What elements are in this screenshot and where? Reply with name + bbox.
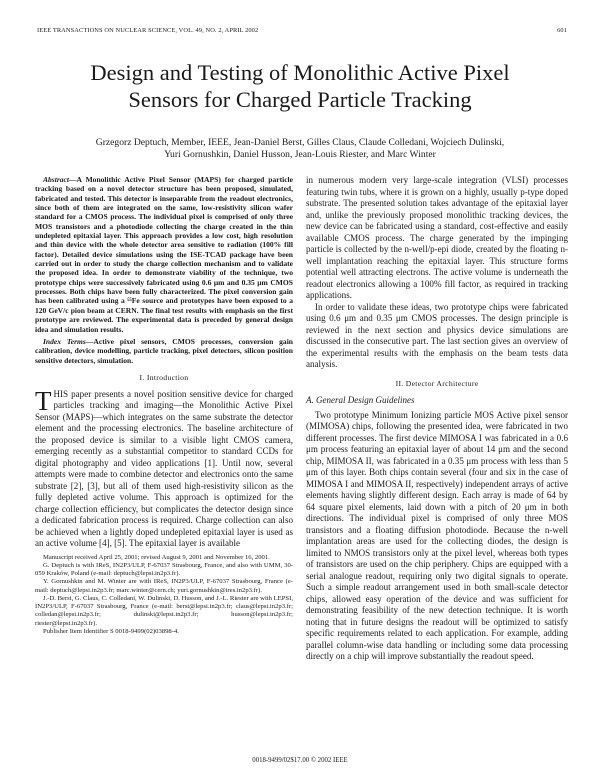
footnote-deptuch: G. Deptuch is with IReS, IN2P3/ULP, F-67037 Strasbourg, France, and also with UMM, 30-059 Kraków, Poland (e-mail: deptuch@lepsi.in2p3.fr). [35,562,293,578]
right-column [306,175,568,663]
footnote-berst: J.-D. Berst, G. Claus, C. Colledani, W. Dulinski, D. Husson, and J.-L. Riester are with LEPSI, IN2P3/ULP, F-67037 Strasbourg, France (e-mail: berst@lepsi.in2p3.fr; claus@lepsi.in2p3.fr; colledan@lepsi.in2p3.fr; dulinski@lepsi.in2p3.fr; husson@lepsi.in2p3.fr; riester@lepsi.in2p3.fr). [35,594,293,627]
section-heading-introduction: I. Introduction [139,372,189,382]
title-line-2: Sensors for Charged Particle Tracking [128,87,472,112]
footnotes [35,554,293,636]
left-column [35,175,293,636]
page-number: 601 [557,27,567,34]
introduction-text: HIS paper presents a novel position sensitive device for charged particles tracking and imaging—the Monolithic Active Pixel Sensor (MAPS)—which integrates on the same substrate the detector element and the processing electronics. The baseline architecture of the proposed device is similar to a visible light CMOS camera, emerging recently as a substantial competitor to standard CCDs for digital photography and video applications [1]. Until now, several attempts were made to combine detector and electronics onto the same substrate [2], [3], but all of them used high-resistivity silicon as the fully depleted active volume. This approach is optimized for the charge collection efficiency, but complicates the detector design since a dedicated fabrication process is required. Charge collection can also be achieved when a lightly doped undepleted epitaxial layer is used as an active volume [4], [5]. The epitaxial layer is available [35,388,293,549]
intro-continuation-paragraph: in numerous modern very large-scale integration (VLSI) processes featuring twin tubs, where it is grown on a highly, usually p-type doped substrate. The presented solution takes advantage of the epitaxial layer and, unlike the previously proposed monolithic tracking devices, the new device can be fabricated using a standard, cost-effective and easily available CMOS process. The charge generated by the impinging particle is collected by the n-well/p-epi diode, created by the floating n-well implantation reaching the epitaxial layer. This structure forms potential well attracting electrons. The active volume is underneath the readout electronics allowing a 100% fill factor, as required in tracking applications. [306,175,568,300]
subsection-heading-design-guidelines: A. General Design Guidelines [306,394,415,405]
title-line-1: Design and Testing of Monolithic Active Pixel [90,60,510,85]
footnote-gornushkin: Y. Gornushkin and M. Winter are with IReS, IN2P3/ULP, F-67037 Strasbourg, France (e-mail: deptuch@lepsi.in2p3.fr; marc.winter@cern.ch; yuri.gornushkin@ires.in2p3.fr). [35,578,293,594]
drop-cap: T [35,385,52,416]
intro-validation-paragraph: In order to validate these ideas, two prototype chips were fabricated using 0.6 μm and 0.35 μm CMOS processes. The design principle is reviewed in the next section and physics device simulations are discussed in the consecutive part. The last section gives an overview of the experimental results with the emphasis on the beam tests data analysis. [306,301,568,369]
index-terms-text: Active pixel sensors, CMOS processes, conversion gain calibration, device modelling, particle tracking, pixel detectors, silicon position sensitive detectors, simulation. [35,336,293,365]
section-heading-detector-architecture: II. Detector Architecture [395,378,479,388]
abstract-label: Abstract— [43,175,77,184]
index-terms-label: Index Terms— [43,336,94,346]
abstract-text: A Monolithic Active Pixel Sensor (MAPS) for charged particle tracking based on a novel detector structure has been proposed, simulated, fabricated and tested. This detector is inseparable from the readout electronics, since both of them are integrated on the same, low-resistivity silicon wafer standard for a CMOS process. The individual pixel is comprised of only three MOS transistors and a photodiode collecting the charge created in the thin undepleted epitaxial layer. This approach provides a low cost, high resolution and thin device with the whole detector area sensitive to radiation (100% fill factor). Detailed device simulations using the ISE-TCAD package have been carried out in order to study the charge collection mechanism and to validate the proposed idea. In order to demonstrate viability of the technique, two prototype chips were successively fabricated using 0.6 μm and 0.35 μm CMOS processes. Both chips have been fully characterized. The pixel conversion gain has been calibrated using a ⁵⁵Fe source and prototypes have been exposed to a 120 GeV/c pion beam at CERN. The final test results with emphasis on the first prototype are reviewed. The experimental data is preceded by general design idea and simulation results. [35,175,293,334]
copyright-footer: 0018-9499/02$17.00 © 2002 IEEE [252,757,348,764]
authors-line-2: Yuri Gornushkin, Daniel Husson, Jean-Louis Riester, and Marc Winter [164,149,436,161]
design-guidelines-paragraph: Two prototype Minimum Ionizing particle MOS Active pixel sensor (MIMOSA) chips, following the presented idea, were fabricated in two different processes. The first device MIMOSA I was fabricated in a 0.6 μm process featuring an epitaxial layer of about 14 μm and the second chip, MIMOSA II, was fabricated in a 0.35 μm process with less than 5 μm of this layer. Both chips contain several (four and six in the case of MIMOSA I and MIMOSA II, respectively) independent arrays of active elements having slightly different design. Each array is made of 64 by 64 square pixel elements, laid down with a pitch of 20 μm in both directions. The individual pixel is comprised of only three MOS transistors and a floating diffusion photodiode. Because the n-well implantation areas are used for the collecting diodes, the design is limited to NMOS transistors only at the pixel level, whereas both types of transistors are used on the chip periphery. Chips are equipped with a serial analogue readout, requiring only two digital signals to operate. Such a simple readout arrangement used in both small-scale detector chips, allowed easy operation of the device and was sufficient for demonstrating feasibility of the new detection technique. It is worth noting that in future designs the readout will be optimized to satisfy specific requirements related to each application. For example, adding parallel column-wise data handling or including some data processing directly on a chip will improve substantially the readout speed. [306,409,568,661]
author-list [40,137,560,162]
abstract [35,175,293,334]
footnote-pii: Publisher Item Identifier S 0018-9499(02)03898-4. [43,627,179,635]
footnote-received: Manuscript received April 25, 2001; revised August 9, 2001 and November 16, 2001. [43,553,270,561]
authors-line-1: Grzegorz Deptuch, Member, IEEE, Jean-Daniel Berst, Gilles Claus, Claude Colledani, Wojciech Dulinski, [95,137,505,148]
index-terms [35,337,293,365]
journal-citation: IEEE TRANSACTIONS ON NUCLEAR SCIENCE, VOL. 49, NO. 2, APRIL 2002 [37,27,259,34]
introduction-paragraph [35,385,293,550]
paper-title [40,59,560,113]
